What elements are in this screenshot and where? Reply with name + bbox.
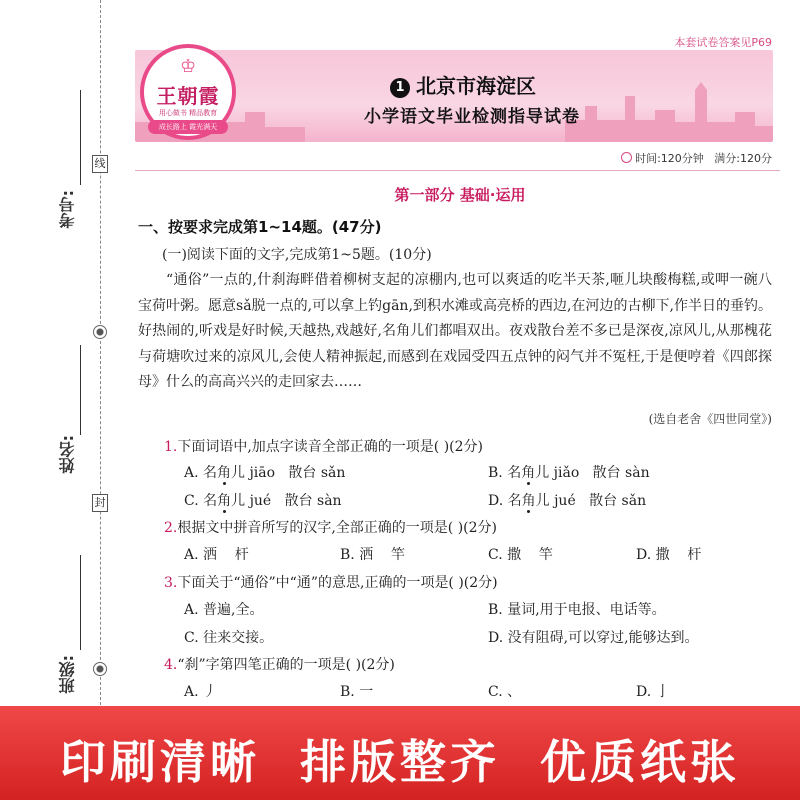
- question-2: [164, 517, 497, 537]
- question-3-option-a[interactable]: A. 普遍,全。: [184, 602, 264, 618]
- logo-ribbon: 成长路上 霞光满天: [148, 120, 228, 134]
- promo-banner: [0, 706, 800, 800]
- seal-word-line: 线: [92, 155, 108, 173]
- emphasis-dot: 角: [217, 493, 232, 509]
- binding-hole: [93, 325, 107, 339]
- paper-title-text: 北京市海淀区: [416, 74, 536, 98]
- question-1: [164, 436, 483, 456]
- emphasis-dot: 角: [521, 465, 536, 481]
- question-1-option-a[interactable]: A. 名角儿 jiāo 散台 sǎn: [184, 465, 346, 481]
- question-4-option-d[interactable]: D. 亅: [636, 684, 670, 700]
- class-underline: [80, 555, 81, 650]
- section-heading: 一、按要求完成第1~14题。(47分): [138, 218, 382, 236]
- question-number: 3.: [164, 575, 178, 591]
- paper-title: [390, 70, 536, 99]
- question-1-option-c[interactable]: C. 名角儿 jué 散台 sàn: [184, 493, 342, 509]
- question-text: 下面词语中,加点字读音全部正确的一项是( )(2分): [177, 439, 484, 455]
- question-number: 1.: [164, 439, 178, 455]
- question-number: 2.: [164, 520, 178, 536]
- exam-meta: [621, 150, 772, 166]
- answer-reference: 本套试卷答案见P69: [674, 36, 772, 49]
- class-field[interactable]: [56, 555, 86, 705]
- question-text: 下面关于“通俗”中“通”的意思,正确的一项是( )(2分): [177, 575, 498, 591]
- question-text: “刹”字第四笔正确的一项是( )(2分): [177, 657, 395, 673]
- question-number: 4.: [164, 657, 178, 673]
- promo-text: 印刷清晰 排版整齐 优质纸张: [59, 735, 741, 789]
- name-underline: [80, 345, 81, 435]
- question-2-option-b[interactable]: B. 洒 竿: [340, 547, 405, 563]
- exam-number-field[interactable]: [56, 90, 86, 260]
- question-2-option-c[interactable]: C. 撒 竿: [488, 547, 553, 563]
- binding-dashed-line: [100, 0, 101, 705]
- exam-score: 满分:120分: [714, 152, 772, 165]
- binding-margin: [0, 0, 125, 705]
- emphasis-dot: 角: [521, 493, 536, 509]
- question-4-option-b[interactable]: B. 一: [340, 684, 374, 700]
- question-1-option-b[interactable]: B. 名角儿 jiǎo 散台 sàn: [488, 465, 650, 481]
- question-1-option-d[interactable]: D. 名角儿 jué 散台 sǎn: [488, 493, 647, 509]
- emphasis-dot: 角: [217, 465, 232, 481]
- logo-tagline: 用心做书 精品教育: [158, 109, 218, 117]
- part-title: 第一部分 基础·运用: [394, 186, 526, 204]
- question-2-option-d[interactable]: D. 撒 杆: [636, 547, 702, 563]
- clock-icon: [621, 152, 632, 163]
- crown-icon: ♔: [180, 56, 197, 77]
- question-text: 根据文中拼音所写的汉字,全部正确的一项是( )(2分): [177, 520, 498, 536]
- header-divider: [135, 170, 780, 171]
- logo-brand: 王朝霞: [156, 84, 220, 108]
- exam-number-underline: [80, 90, 81, 185]
- binding-hole: [93, 662, 107, 676]
- question-3-option-c[interactable]: C. 往来交接。: [184, 630, 274, 646]
- class-label: 班级:: [58, 655, 77, 694]
- publisher-logo: [140, 44, 236, 140]
- subsection-heading: (一)阅读下面的文字,完成第1~5题。(10分): [162, 247, 432, 263]
- paper-number-badge: 1: [390, 78, 410, 98]
- reading-passage: “通俗”一点的,什刹海畔借着柳树支起的凉棚内,也可以爽适的吃半天茶,咂儿块酸梅糕,或呷一碗八宝荷叶粥。愿意sǎ脱一点的,可以拿上钓gān,到积水滩或高亮桥的西边,在河边的古柳下,作半日的垂钓。好热闹的,听戏是好时候,天越热,戏越好,名角儿们都唱双出。夜戏散台差不多已是深夜,凉风儿,从那槐花与荷塘吹过来的凉风儿,会使人精神振起,而感到在戏园受四五点钟的闷气并不冤枉,于是便哼着《四郎探母》什么的高高兴兴的走回家去……: [138, 272, 772, 390]
- passage-source: (选自老舍《四世同堂》): [648, 412, 772, 426]
- name-label: 姓名:: [58, 435, 77, 474]
- question-2-option-a[interactable]: A. 洒 杆: [184, 547, 249, 563]
- question-4-option-a[interactable]: A. 丿: [184, 684, 218, 700]
- question-3-option-b[interactable]: B. 量词,用于电报、电话等。: [488, 602, 666, 618]
- question-3: [164, 572, 498, 592]
- question-3-option-d[interactable]: D. 没有阻碍,可以穿过,能够达到。: [488, 630, 699, 646]
- seal-word-seal: 封: [92, 494, 108, 512]
- name-field[interactable]: [56, 345, 86, 495]
- question-4-option-c[interactable]: C. 、: [488, 684, 522, 700]
- paper-subtitle: 小学语文毕业检测指导试卷: [364, 107, 580, 127]
- question-4: [164, 654, 395, 674]
- exam-time: 时间:120分钟: [635, 152, 704, 165]
- exam-number-label: 考号:: [58, 190, 77, 229]
